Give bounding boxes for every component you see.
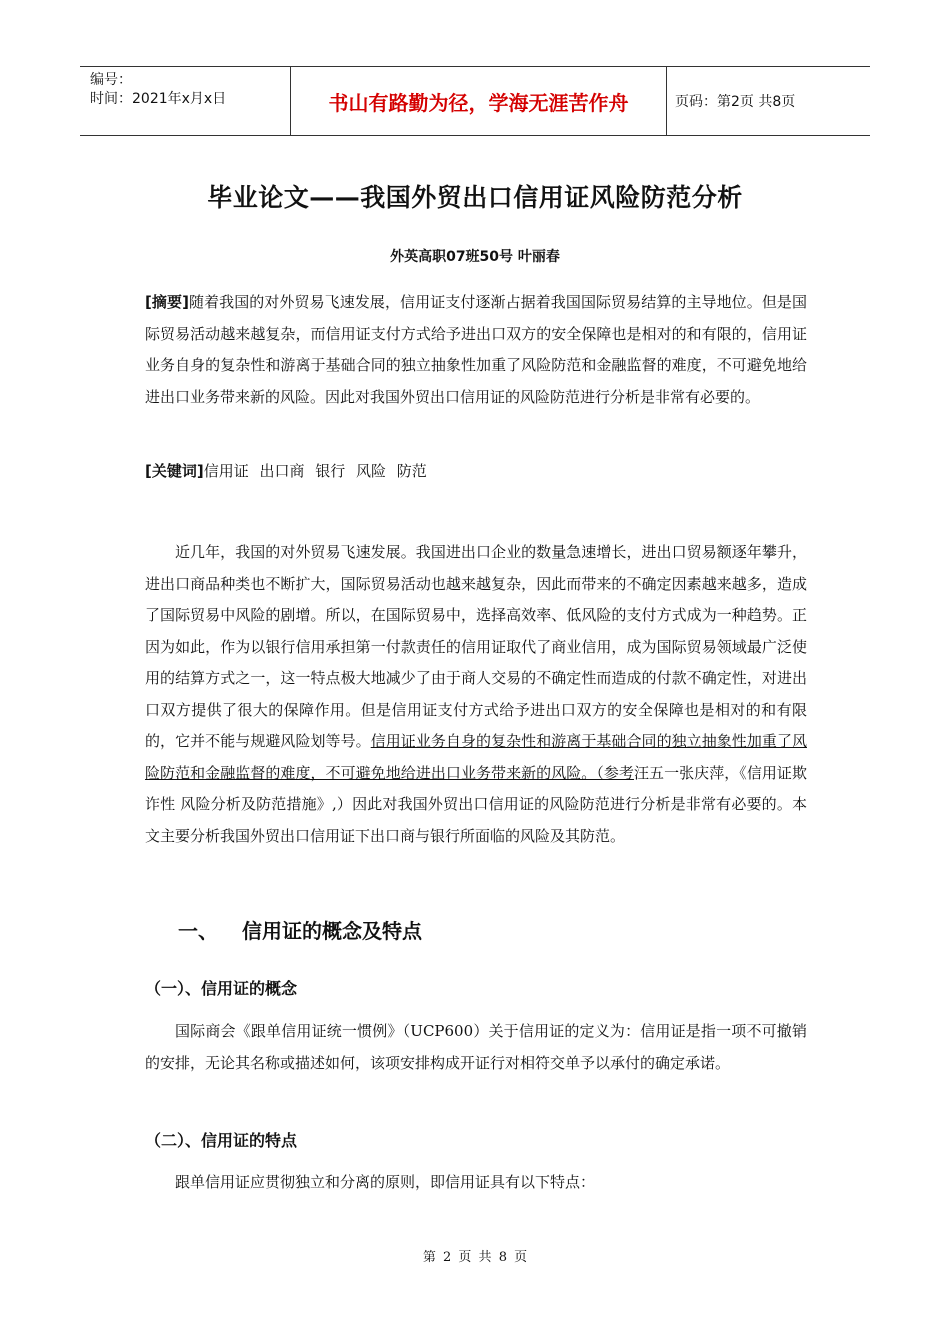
keywords-text: 信用证 出口商 银行 风险 防范	[203, 462, 427, 480]
document-author: 外英高职07班50号 叶丽春	[390, 249, 560, 265]
header-meta	[80, 67, 290, 135]
header-motto: 书山有路勤为径，学海无涯苦作舟	[328, 90, 629, 115]
subsection-heading-2: （二）、信用证的特点	[145, 1131, 298, 1150]
section-title: 信用证的概念及特点	[242, 919, 422, 943]
keywords-label: [关键词]	[145, 462, 204, 480]
intro-paragraph	[145, 537, 807, 852]
document-number-label: 编号：	[90, 72, 132, 88]
abstract-paragraph	[145, 287, 807, 413]
intro-text-underlined: 信用证业务自身的复杂性和游离于基础合同的独立抽象性加重了风险防范和金融监督的难度，不可避免地给进出口业务带来新的风险。（参考	[145, 732, 807, 782]
abstract-label: [摘要]	[145, 293, 189, 311]
header-page-info: 页码：第2页 共8页	[675, 94, 796, 110]
header-motto-cell	[290, 67, 667, 135]
document-date-label: 时间：2021年x月x日	[90, 91, 227, 107]
section-heading-1	[178, 915, 422, 944]
intro-text-part1: 近几年，我国的对外贸易飞速发展。我国进出口企业的数量急速增长，进出口贸易额逐年攀升，进出口商品种类也不断扩大，国际贸易活动也越来越复杂，因此而带来的不确定因素越来越多，造成了国际贸易中风险的剧增。所以，在国际贸易中，选择高效率、低风险的支付方式成为一种趋势。正因为如此，作为以银行信用承担第一付款责任的信用证取代了商业信用，成为国际贸易领域最广泛使用的结算方式之一，这一特点极大地减少了由于商人交易的不确定性而造成的付款不确定性，对进出口双方提供了很大的保障作用。但是信用证支付方式给予进出口双方的安全保障也是相对的和有限的，它并不能与规避风险划等号。	[145, 543, 807, 750]
document-title: 毕业论文——我国外贸出口信用证风险防范分析	[207, 183, 743, 212]
subsection-heading-1: （一）、信用证的概念	[145, 979, 298, 998]
page-header	[80, 66, 870, 136]
section-number: 一、	[178, 919, 218, 943]
subsection-2-paragraph: 跟单信用证应贯彻独立和分离的原则，即信用证具有以下特点：	[175, 1173, 596, 1191]
abstract-text: 随着我国的对外贸易飞速发展，信用证支付逐渐占据着我国国际贸易结算的主导地位。但是国际贸易活动越来越复杂，而信用证支付方式给予进出口双方的安全保障也是相对的和有限的，信用证业务自身的复杂性和游离于基础合同的独立抽象性加重了风险防范和金融监督的难度，不可避免地给进出口业务带来新的风险。因此对我国外贸出口信用证的风险防范进行分析是非常有必要的。	[145, 293, 807, 406]
keywords-paragraph	[145, 456, 807, 488]
subsection-1-paragraph: 国际商会《跟单信用证统一惯例》（UCP600）关于信用证的定义为：信用证是指一项不可撤销的安排，无论其名称或描述如何，该项安排构成开证行对相符交单予以承付的确定承诺。	[145, 1022, 807, 1072]
page-footer: 第 2 页 共 8 页	[422, 1250, 528, 1265]
intro-text-part2: 汪五一张庆萍，《信用证欺诈性 风险分析及防范措施》,）因此对我国外贸出口信用证的风险防范进行分析是非常有必要的。本文主要分析我国外贸出口信用证下出口商与银行所面临的风险及其防范。	[145, 763, 807, 845]
